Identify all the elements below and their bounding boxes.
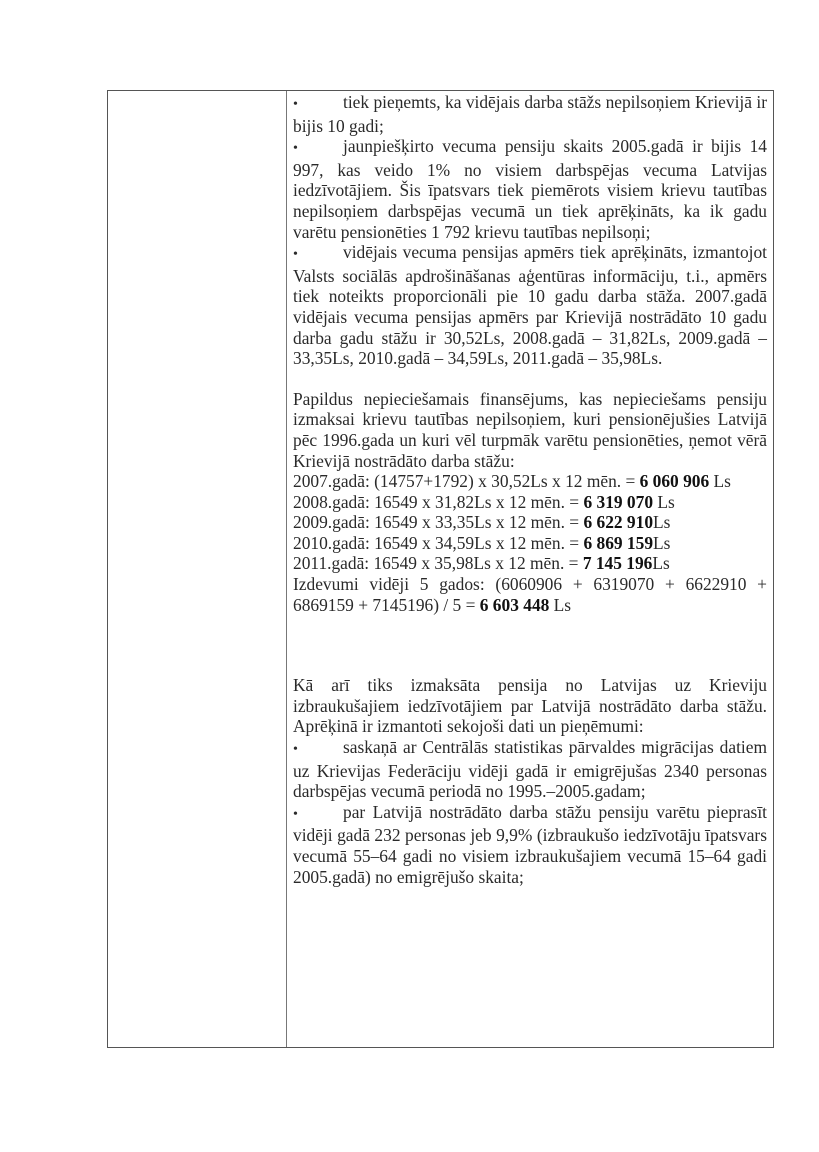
average-calculation (293, 574, 767, 615)
unit-text: Ls (549, 594, 572, 615)
unit-text: Ls (653, 532, 671, 553)
result-value: 6 869 159 (583, 532, 654, 553)
bullet-icon: • (293, 806, 298, 822)
calculation-2010 (293, 533, 767, 554)
bullet-icon: • (293, 141, 298, 157)
bullet-icon: • (293, 97, 298, 112)
result-value: 7 145 196 (582, 553, 653, 574)
bullet-text: par Latvijā nostrādāto darba stāžu pensiju varētu pieprasīt vidēji gadā 232 personas jeb 9,9% (izbraukušo iedzīvotāju īpatsvars vecumā 55–64 gadi no visiem izbraukušajiem vecumā 15–64 gadi 2005.gadā) no emigrējušo skaita; (293, 801, 767, 887)
result-value: 6 060 906 (639, 471, 710, 492)
bullet-text: saskaņā ar Centrālās statistikas pārvaldes migrācijas datiem uz Krievijas Federāciju vidēji gadā ir emigrējušas 2340 personas darbspējas vecumā periodā no 1995.–2005.gadam; (293, 737, 767, 802)
left-column-empty (108, 91, 287, 1047)
unit-text: Ls (652, 553, 670, 574)
bullet-text: tiek pieņemts, ka vidējais darba stāžs nepilsoņiem Krievijā ir bijis 10 gadi; (293, 92, 767, 136)
bullet-item (293, 242, 767, 369)
bullet-item (293, 737, 767, 802)
bullet-text: jaunpiešķirto vecuma pensiju skaits 2005.gadā ir bijis 14 997, kas veido 1% no visiem darbspējas vecuma Latvijas iedzīvotājiem. Šis īpatsvars tiek piemērots visiem krievu tautības nepilsoņiem darbspējas vecumā un tiek aprēķināts, ka ik gadu varētu pensionēties 1 792 krievu tautības nepilsoņi; (293, 136, 767, 242)
formula-text: 2008.gadā: 16549 x 31,82Ls x 12 mēn. = (293, 491, 584, 512)
bullet-item (293, 802, 767, 887)
unit-text: Ls (709, 471, 731, 492)
formula-text: 2010.gadā: 16549 x 34,59Ls x 12 mēn. = (293, 532, 584, 553)
funding-paragraph: Papildus nepieciešamais finansējums, kas nepieciešams pensiju izmaksai krievu tautības nepilsoņiem, kuri pensionējušies Latvijā pēc 1996.gada un kuri vēl turpmāk varētu pensionēties, ņemot vērā Krievijā nostrādāto darba stāžu: (293, 388, 767, 471)
formula-text: Izdevumi vidēji 5 gados: (6060906 + 6319070 + 6622910 + 6869159 + 7145196) / 5 = (293, 574, 767, 615)
bullet-item (293, 92, 767, 136)
right-column-content (287, 91, 773, 1047)
bullet-icon: • (293, 742, 298, 758)
emigrants-paragraph: Kā arī tiks izmaksāta pensija no Latvijas uz Krieviju izbraukušajiem iedzīvotājiem par Latvijā nostrādāto darba stāžu. Aprēķinā ir izmantoti sekojoši dati un pieņēmumi: (293, 675, 767, 737)
calculation-2011 (293, 553, 767, 574)
calculation-2008 (293, 492, 767, 513)
formula-text: 2011.gadā: 16549 x 35,98Ls x 12 mēn. = (293, 553, 583, 574)
calculation-2009 (293, 512, 767, 533)
unit-text: Ls (653, 491, 675, 512)
calculation-2007 (293, 471, 767, 492)
bullet-text: vidējais vecuma pensijas apmērs tiek aprēķināts, izmantojot Valsts sociālās apdrošināšanas aģentūras informāciju, t.i., apmērs tiek noteikts proporcionāli pie 10 gadu darba stāža. 2007.gadā vidējais vecuma pensijas apmērs par Krievijā nostrādāto 10 gadu darba gadu stāžu ir 30,52Ls, 2008.gadā – 31,82Ls, 2009.gadā – 33,35Ls, 2010.gadā – 34,59Ls, 2011.gadā – 35,98Ls. (293, 242, 767, 369)
result-value: 6 319 070 (583, 491, 654, 512)
formula-text: 2007.gadā: (14757+1792) x 30,52Ls x 12 mēn. = (293, 471, 640, 492)
bullet-item (293, 136, 767, 242)
result-value: 6 603 448 (479, 594, 550, 615)
bullet-icon: • (293, 247, 298, 263)
document-table (107, 90, 774, 1048)
result-value: 6 622 910 (583, 512, 654, 533)
formula-text: 2009.gadā: 16549 x 33,35Ls x 12 mēn. = (293, 512, 584, 533)
unit-text: Ls (653, 512, 671, 533)
